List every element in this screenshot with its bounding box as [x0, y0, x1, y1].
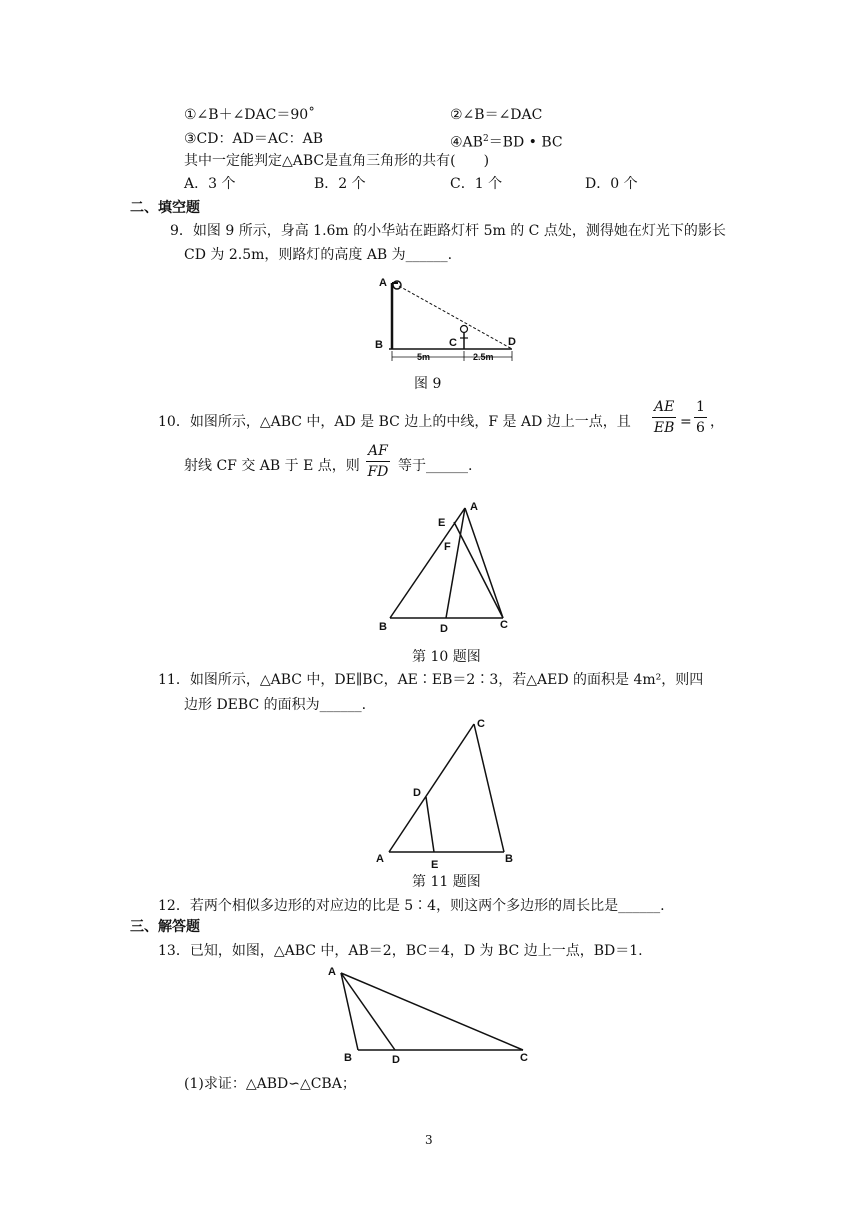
q13-label-b: B: [344, 1052, 352, 1064]
q8-choice-a: A．3 个: [184, 176, 236, 192]
q10-label-c: C: [500, 619, 508, 631]
q8-choice-c: C．1 个: [450, 176, 503, 192]
q8-option-3: ③CD：AD＝AC：AB: [184, 131, 324, 147]
q10-label-b: B: [379, 621, 387, 633]
q10-comma: ，: [710, 414, 724, 430]
section-heading-answer: 三、解答题: [130, 919, 200, 935]
q11-figure: [370, 712, 520, 870]
q9-label-5m: 5m: [417, 352, 431, 362]
q10-label-d: D: [440, 623, 448, 635]
q13-label-c: C: [520, 1052, 528, 1064]
q13-label-d: D: [392, 1054, 400, 1066]
q10-text-line1: 10．如图所示，△ABC 中，AD 是 BC 边上的中线，F 是 AD 边上一点，且: [158, 414, 631, 430]
q10-text-line2a: 射线 CF 交 AB 于 E 点，则: [184, 458, 360, 474]
q10-label-a: A: [470, 501, 478, 513]
q9-text-line1: 9．如图 9 所示，身高 1.6m 的小华站在距路灯杆 5m 的 C 点处，测得她在灯光下的影长: [170, 223, 726, 239]
q9-caption: 图 9: [414, 376, 442, 392]
q11-label-e: E: [431, 859, 439, 870]
q9-label-2-5m: 2.5m: [473, 352, 494, 362]
q11-label-c: C: [477, 718, 485, 730]
q13-label-a: A: [328, 966, 336, 978]
q13-figure: [322, 962, 542, 1068]
q8-choice-b: B．2 个: [314, 176, 366, 192]
q11-label-a: A: [376, 853, 384, 865]
q8-question: 其中一定能判定△ABC是直角三角形的共有( ): [184, 153, 490, 169]
page-number: 3: [425, 1133, 433, 1147]
q8-option-4: $④AB^2=BD$ • BC: [450, 134, 563, 151]
section-heading-fill-blank: 二、填空题: [130, 200, 200, 216]
q9-label-b: B: [375, 339, 383, 351]
q13-part1: (1)求证：△ABD∽△CBA；: [184, 1076, 356, 1092]
q10-label-e: E: [438, 517, 446, 529]
q10-label-f: F: [444, 541, 451, 553]
q10-text-line2b: 等于______.: [398, 458, 473, 474]
q9-label-c: C: [449, 337, 457, 349]
q10-figure: [374, 498, 524, 636]
q8-option-2: ②∠B＝∠DAC: [450, 107, 543, 123]
q11-label-b: B: [505, 853, 513, 865]
q9-text-line2: CD 为 2.5m，则路灯的高度 AB 为______.: [184, 247, 453, 263]
q12-text: 12．若两个相似多边形的对应边的比是 5∶4，则这两个多边形的周长比是______.: [158, 898, 665, 914]
q10-fraction-one-sixth: $\frac{1}{6}$: [696, 399, 705, 436]
q9-label-d: D: [508, 336, 516, 348]
q13-text-line1: 13．已知，如图，△ABC 中，AB＝2，BC＝4，D 为 BC 边上一点，BD＝1.: [158, 943, 643, 959]
q9-label-a: A: [379, 277, 387, 289]
q11-label-d: D: [413, 787, 421, 799]
q10-fraction-af-fd: $\frac{AF}{FD}$: [367, 443, 389, 480]
q11-text-line2: 边形 DEBC 的面积为______.: [184, 697, 367, 713]
q11-caption: 第 11 题图: [412, 874, 481, 890]
q8-choice-d: D．0 个: [585, 176, 638, 192]
q8-option-1: ①∠B＋∠DAC＝90˚: [184, 107, 316, 123]
q11-text-line1: 11．如图所示，△ABC 中，DE∥BC，AE∶EB＝2∶3，若△AED 的面积是 4m²，则四: [158, 672, 704, 688]
q10-equals: =: [680, 414, 692, 430]
q9-figure: [365, 268, 525, 370]
q10-caption: 第 10 题图: [412, 649, 481, 665]
q10-fraction-ae-eb: $\frac{AE}{EB}$: [653, 399, 675, 436]
